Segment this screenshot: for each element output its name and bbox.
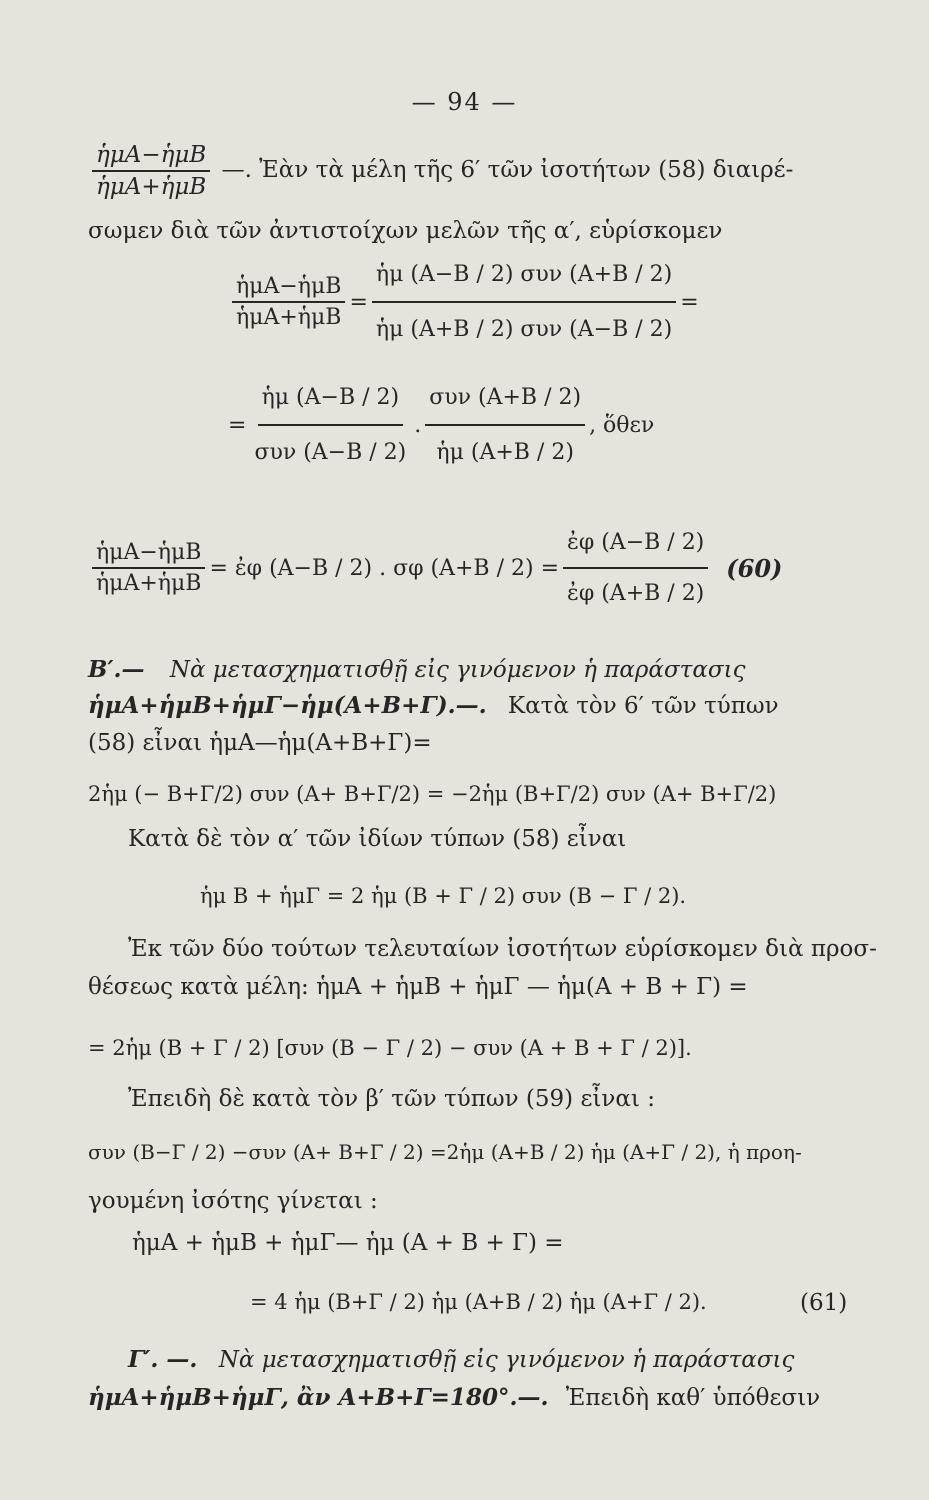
eq3-rhs xyxy=(563,530,708,606)
section-b-text-2: Κατὰ τὸν 6′ τῶν τύπων xyxy=(507,693,779,719)
page-number: — 94 — xyxy=(411,88,518,116)
eq1-lhs-num: ἡμΑ−ἡμΒ xyxy=(232,274,345,303)
section-c-text-2: Ἐπειδὴ καθ′ ὑπόθεσιν xyxy=(565,1385,821,1411)
eq1-rhs xyxy=(372,262,676,342)
intro-text-1: —. Ἐὰν τὰ μέλη τῆς 6′ τῶν ἰσοτήτων (58) διαιρέ- xyxy=(221,157,794,183)
eq1-lhs-den: ἡμΑ+ἡμΒ xyxy=(236,305,342,330)
intro-line-2: σωμεν διὰ τῶν ἀντιστοίχων μελῶν τῆς α′, εὑρίσκομεν xyxy=(88,218,723,244)
section-b-line-8: θέσεως κατὰ μέλη: ἡμΑ + ἡμΒ + ἡμΓ — ἡμ(Α + Β + Γ) = xyxy=(88,974,748,1000)
eq2-f1 xyxy=(250,385,410,465)
section-b-line-13: ἡμΑ + ἡμΒ + ἡμΓ— ἡμ (Α + Β + Γ) = xyxy=(132,1230,564,1256)
section-b-label: Β′.— xyxy=(88,656,145,683)
eq3-rhs-den: ἐφ (Α+Β / 2) xyxy=(567,581,705,606)
eq2-f2 xyxy=(425,385,585,465)
equation-2: = $\frac{\text{ἡμ (Α−Β / 2)}}{\text{συν (Α−Β / 2)}}$ . $\frac{\text{συν (Α+Β / 2)}}{\text{ἡμ (Α+Β / 2)}}$ , ὅθεν xyxy=(228,385,655,465)
eq1-lhs xyxy=(232,274,345,330)
eq3-mid: = ἐφ (Α−Β / 2) . σφ (Α+Β / 2) = xyxy=(209,555,560,581)
eq2-f1-den: συν (Α−Β / 2) xyxy=(254,440,407,465)
eq2-f1-num: ἡμ (Α−Β / 2) xyxy=(258,385,404,426)
section-b-line-7: Ἐκ τῶν δύο τούτων τελευταίων ἰσοτήτων εὑρίσκομεν διὰ προσ- xyxy=(128,936,877,962)
intro-frac-num: ἡμΑ−ἡμΒ xyxy=(92,142,210,172)
intro-fraction xyxy=(92,142,210,200)
eq3-lhs xyxy=(92,540,205,596)
eq3-lhs-den: ἡμΑ+ἡμΒ xyxy=(96,571,202,596)
section-b-expression: ἡμΑ+ἡμΒ+ἡμΓ−ἡμ(Α+Β+Γ).—. xyxy=(88,692,487,719)
intro-frac-den: ἡμΑ+ἡμΒ xyxy=(96,174,207,200)
section-c-title: Νὰ μετασχηματισθῇ εἰς γινόμενον ἡ παράστασις xyxy=(218,1347,795,1373)
eq1-rhs-den: ἡμ (Α+Β / 2) συν (Α−Β / 2) xyxy=(375,317,673,342)
equation-1: $\frac{\text{ἡμΑ−ἡμΒ}}{\text{ἡμΑ+ἡμΒ}}$ = $\frac{\text{ἡμ (Α−Β / 2) συν (Α+Β / 2)}}{\text{ἡμ (Α+Β / 2) συν (Α−Β / 2)}}$ = xyxy=(228,262,699,342)
section-b-line-1 xyxy=(88,656,746,683)
eq2-f2-den: ἡμ (Α+Β / 2) xyxy=(436,440,574,465)
section-b-line-5: Κατὰ δὲ τὸν α′ τῶν ἰδίων τύπων (58) εἶναι xyxy=(128,826,627,852)
intro-line-1 xyxy=(88,142,793,200)
section-b-line-14: = 4 ἡμ (Β+Γ / 2) ἡμ (Α+Β / 2) ἡμ (Α+Γ / 2). xyxy=(250,1290,707,1314)
eq2-f2-num: συν (Α+Β / 2) xyxy=(425,385,585,426)
section-c-label: Γ′. —. xyxy=(128,1346,198,1373)
equation-tag-61: (61) xyxy=(800,1290,848,1316)
section-b-line-10: Ἐπειδὴ δὲ κατὰ τὸν β′ τῶν τύπων (59) εἶναι : xyxy=(128,1086,655,1112)
section-c-line-2 xyxy=(88,1384,820,1411)
section-c-line-1 xyxy=(128,1346,794,1373)
section-b-line-3: (58) εἶναι ἡμΑ—ἡμ(Α+Β+Γ)= xyxy=(88,730,432,756)
section-b-title: Νὰ μετασχηματισθῇ εἰς γινόμενον ἡ παράστασις xyxy=(169,657,746,683)
section-b-line-4: 2ἡμ (− Β+Γ/2) συν (Α+ Β+Γ/2) = −2ἡμ (Β+Γ/2) συν (Α+ Β+Γ/2) xyxy=(88,782,777,806)
eq3-tag: (60) xyxy=(726,553,783,583)
eq3-lhs-num: ἡμΑ−ἡμΒ xyxy=(92,540,205,569)
eq2-tail: , ὅθεν xyxy=(589,412,655,438)
section-b-line-11: συν (Β−Γ / 2) −συν (Α+ Β+Γ / 2) =2ἡμ (Α+Β / 2) ἡμ (Α+Γ / 2), ἡ προη- xyxy=(88,1140,802,1164)
section-c-expression: ἡμΑ+ἡμΒ+ἡμΓ, ἂν Α+Β+Γ=180°.—. xyxy=(88,1384,549,1411)
section-b-line-9: = 2ἡμ (Β + Γ / 2) [συν (Β − Γ / 2) − συν (Α + Β + Γ / 2)]. xyxy=(88,1036,692,1060)
section-b-line-6: ἡμ Β + ἡμΓ = 2 ἡμ (Β + Γ / 2) συν (Β − Γ / 2). xyxy=(200,884,687,908)
eq3-rhs-num: ἐφ (Α−Β / 2) xyxy=(563,530,708,569)
equation-3 xyxy=(88,530,782,606)
eq1-rhs-num: ἡμ (Α−Β / 2) συν (Α+Β / 2) xyxy=(372,262,676,303)
section-b-line-12: γουμένη ἰσότης γίνεται : xyxy=(88,1188,378,1214)
section-b-line-2 xyxy=(88,692,779,719)
